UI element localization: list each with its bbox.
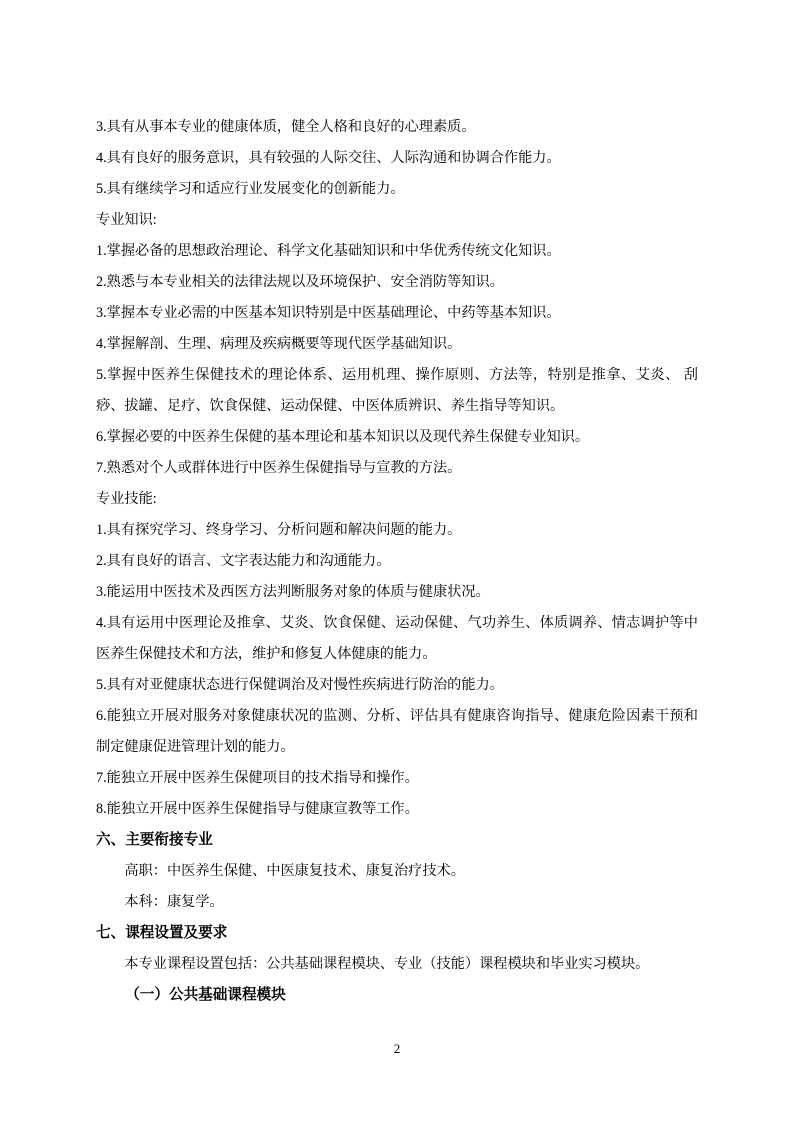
paragraph: 5.具有继续学习和适应行业发展变化的创新能力。 bbox=[96, 181, 405, 197]
page-number: 2 bbox=[393, 1041, 401, 1056]
paragraph: 专业知识: bbox=[96, 212, 157, 228]
paragraph: 1.具有探究学习、终身学习、分析问题和解决问题的能力。 bbox=[96, 522, 462, 538]
section-subheading: （一）公共基础课程模块 bbox=[125, 987, 286, 1003]
paragraph: 3.能运用中医技术及西医方法判断服务对象的体质与健康状况。 bbox=[96, 584, 490, 600]
paragraph: 3.具有从事本专业的健康体质，健全人格和良好的心理素质。 bbox=[96, 119, 476, 135]
section-heading: 六、主要衔接专业 bbox=[96, 832, 213, 848]
paragraph: 7.能独立开展中医养生保健项目的技术指导和操作。 bbox=[96, 770, 419, 786]
paragraph: 5.掌握中医养生保健技术的理论体系、运用机理、操作原则、方法等，特别是推拿、艾炎、 刮痧、拔罐、足疗、饮食保健、运动保健、中医体质辨识、养生指导等知识。 bbox=[96, 367, 698, 414]
paragraph: 6.能独立开展对服务对象健康状况的监测、分析、评估具有健康咨询指导、健康危险因素干预和制定健康促进管理计划的能力。 bbox=[96, 708, 698, 755]
paragraph: 5.具有对亚健康状态进行保健调治及对慢性疾病进行防治的能力。 bbox=[96, 677, 504, 693]
paragraph: 高职：中医养生保健、中医康复技术、康复治疗技术。 bbox=[124, 863, 465, 879]
paragraph: 1.掌握必备的思想政治理论、科学文化基础知识和中华优秀传统文化知识。 bbox=[96, 243, 561, 259]
paragraph: 本科：康复学。 bbox=[124, 894, 224, 910]
paragraph: 4.具有运用中医理论及推拿、艾炎、饮食保健、运动保健、气功养生、体质调养、情志调护等中医养生保健技术和方法，维护和修复人体健康的能力。 bbox=[96, 615, 698, 662]
paragraph: 2.具有良好的语言、文字表达能力和沟通能力。 bbox=[96, 553, 391, 569]
section-heading: 七、课程设置及要求 bbox=[96, 925, 228, 941]
paragraph: 本专业课程设置包括：公共基础课程模块、专业（技能）课程模块和毕业实习模块。 bbox=[124, 956, 650, 972]
paragraph: 3.掌握本专业必需的中医基本知识特别是中医基础理论、中药等基本知识。 bbox=[96, 305, 561, 321]
paragraph: 2.熟悉与本专业相关的法律法规以及环境保护、安全消防等知识。 bbox=[96, 274, 504, 290]
paragraph: 专业技能: bbox=[96, 491, 157, 507]
document-body bbox=[96, 112, 698, 1011]
paragraph: 4.掌握解剖、生理、病理及疾病概要等现代医学基础知识。 bbox=[96, 336, 462, 352]
paragraph: 7.熟悉对个人或群体进行中医养生保健指导与宣教的方法。 bbox=[96, 460, 462, 476]
paragraph: 8.能独立开展中医养生保健指导与健康宣教等工作。 bbox=[96, 801, 419, 817]
paragraph: 6.掌握必要的中医养生保健的基本理论和基本知识以及现代养生保健专业知识。 bbox=[96, 429, 590, 445]
paragraph: 4.具有良好的服务意识，具有较强的人际交往、人际沟通和协调合作能力。 bbox=[96, 150, 561, 166]
